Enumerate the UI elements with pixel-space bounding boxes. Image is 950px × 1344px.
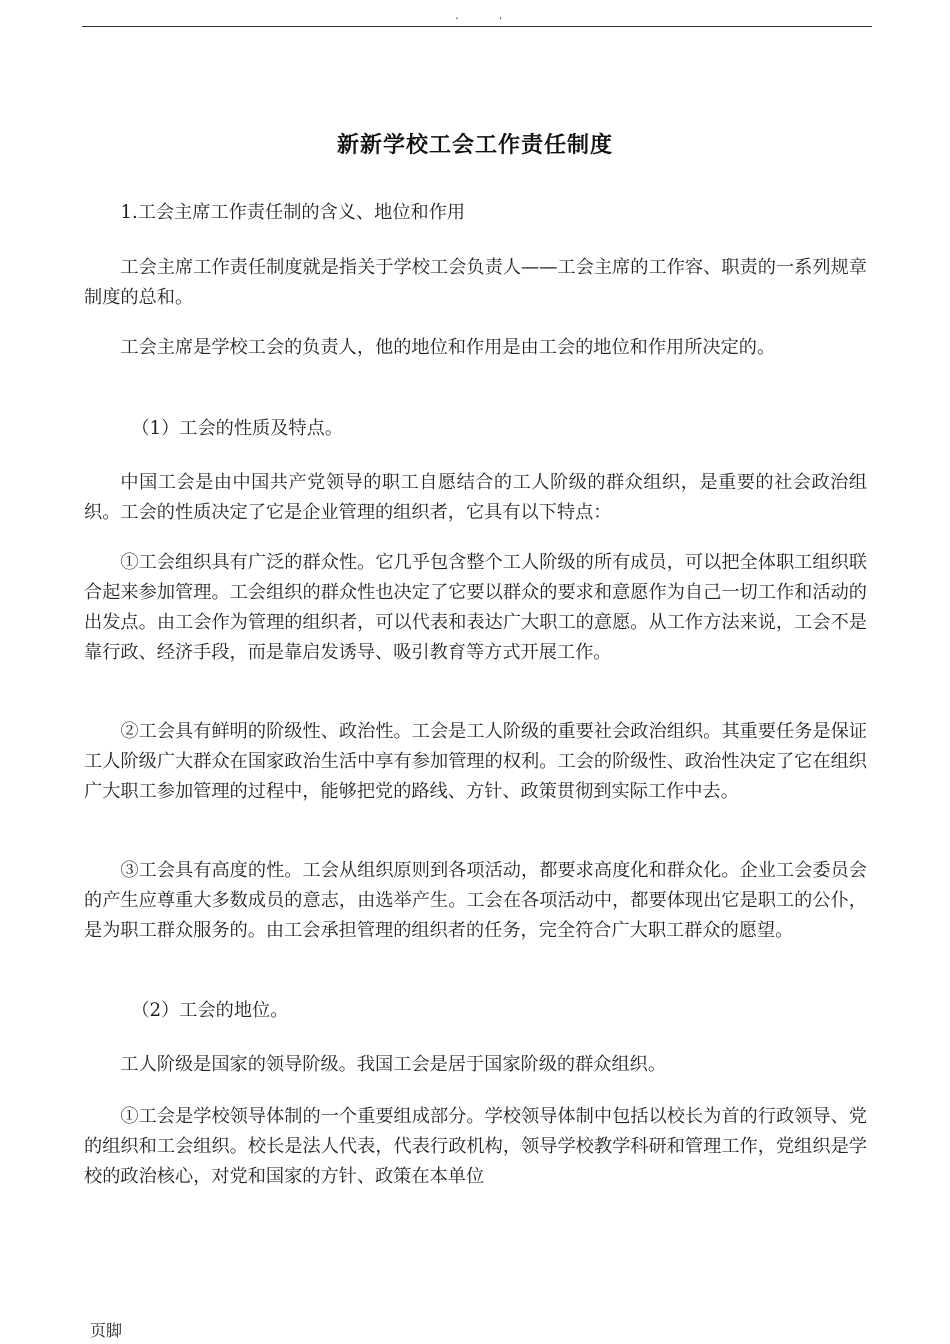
paragraph-feature-1: ①工会组织具有广泛的群众性。它几乎包含整个工人阶级的所有成员，可以把全体职工组织联合起来参加管理。工会组织的群众性也决定了它要以群众的要求和意愿作为自己一切工作和活动的出发点。由工会作为管理的组织者，可以代表和表达广大职工的意愿。从工作方法来说，工会不是靠行政、经济手段，而是靠启发诱导、吸引教育等方式开展工作。	[84, 552, 867, 663]
paragraph-feature-3: ③工会具有高度的性。工会从组织原则到各项活动，都要求高度化和群众化。企业工会委员会的产生应尊重大多数成员的意志，由选举产生。工会在各项活动中，都要体现出它是职工的公仆，是为职工群众服务的。由工会承担管理的组织者的任务，完全符合广大职工群众的愿望。	[84, 860, 867, 941]
header-rule	[82, 26, 872, 27]
subheading-nature: （1）工会的性质及特点。	[131, 418, 343, 439]
paragraph-definition: 工会主席工作责任制度就是指关于学校工会负责人——工会主席的工作容、职责的一系列规章制度的总和。	[84, 257, 867, 308]
footer-label: 页脚	[90, 1321, 123, 1340]
paragraph-leadership-system: ①工会是学校领导体制的一个重要组成部分。学校领导体制中包括以校长为首的行政领导、党的组织和工会组织。校长是法人代表，代表行政机构，领导学校教学科研和管理工作，党组织是学校的政治核心，对党和国家的方针、政策在本单位	[84, 1106, 867, 1187]
section-heading-1: 1.工会主席工作责任制的含义、地位和作用	[120, 202, 466, 223]
paragraph-working-class: 工人阶级是国家的领导阶级。我国工会是居于国家阶级的群众组织。	[120, 1054, 667, 1075]
paragraph-feature-2: ②工会具有鲜明的阶级性、政治性。工会是工人阶级的重要社会政治组织。其重要任务是保证工人阶级广大群众在国家政治生活中享有参加管理的权利。工会的阶级性、政治性决定了它在组织广大职工参加管理的过程中，能够把党的路线、方针、政策贯彻到实际工作中去。	[84, 721, 867, 802]
paragraph-chairman-role: 工会主席是学校工会的负责人，他的地位和作用是由工会的地位和作用所决定的。	[120, 337, 776, 358]
subheading-status: （2）工会的地位。	[131, 1000, 289, 1021]
paragraph-union-nature: 中国工会是由中国共产党领导的职工自愿结合的工人阶级的群众组织，是重要的社会政治组织。工会的性质决定了它是企业管理的组织者，它具有以下特点：	[84, 472, 867, 523]
document-title: 新新学校工会工作责任制度	[336, 132, 613, 158]
header-dots: . .	[455, 8, 521, 22]
